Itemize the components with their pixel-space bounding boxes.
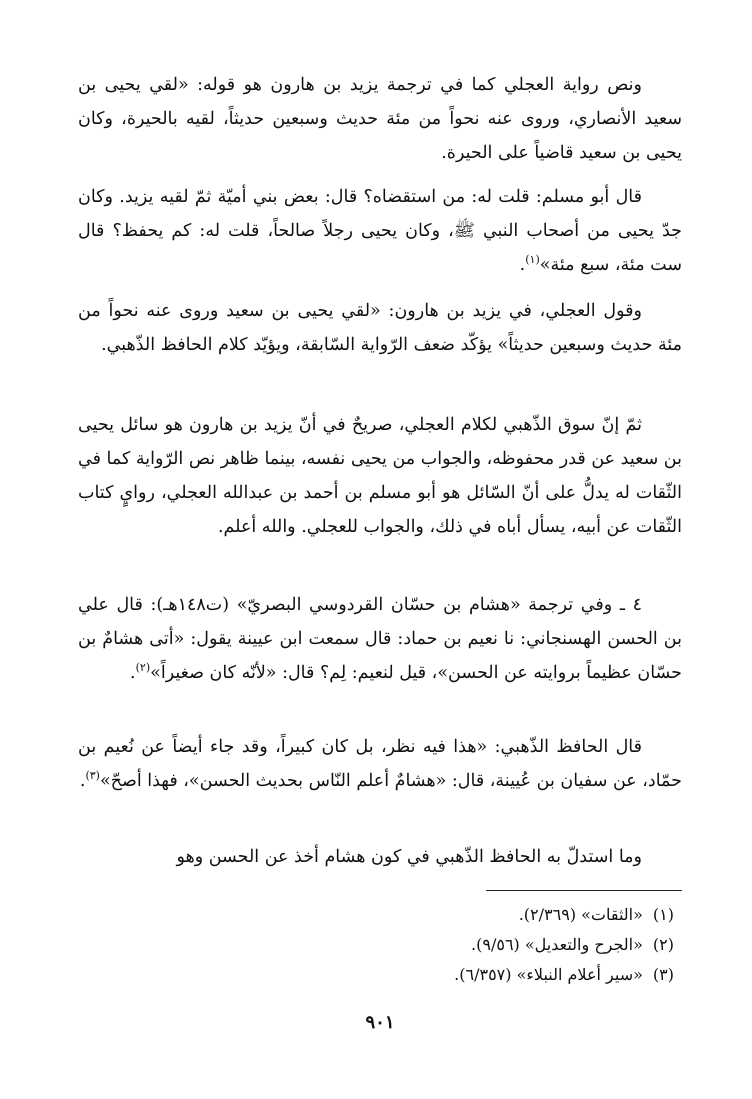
footnote-separator bbox=[486, 890, 682, 891]
paragraph-continuation bbox=[78, 840, 682, 874]
paragraph-ijli-narration bbox=[78, 68, 682, 170]
paragraph-hisham-entry: ٤ ـ وفي ترجمة «هشام بن حسّان القردوسي البصريّ» (ت١٤٨هـ): قال علي بن الحسن الهسنجاني: نا نعيم بن حماد: قال سمعت ابن عيينة يقول: «أتى هشامٌ بن حسّان عظيماً بروايته عن الحسن»، قيل لنعيم: لِم؟ قال: «لأنّه كان صغيراً»$^{(٢)}$. bbox=[78, 595, 682, 683]
page-number: ٩٠١ bbox=[365, 1012, 395, 1033]
paragraph-abu-muslim: قال أبو مسلم: قلت له: من استقضاه؟ قال: بعض بني أميّة ثمّ لقيه يزيد. وكان جدّ يحيى من أصحاب النبي ﷺ، وكان يحيى رجلاً صالحاً، قلت له: كم يحفظ؟ قال ست مئة، سبع مئة»$^{(١)}$. bbox=[78, 187, 682, 275]
paragraph-text: وما استدلّ به الحافظ الذّهبي في كون هشام أخذ عن الحسن وهو bbox=[176, 847, 642, 867]
book-page bbox=[78, 68, 682, 1048]
footnote-1 bbox=[519, 902, 674, 928]
paragraph-dhahabi-objection: قال الحافظ الذّهبي: «هذا فيه نظر، بل كان كبيراً، وقد جاء أيضاً عن نُعيم بن حمّاد، عن سفيان بن عُيينة، قال: «هشامٌ أعلم النّاس بحديث الحسن»، فهذا أصحّ»$^{(٣)}$. bbox=[78, 737, 682, 791]
footnote-text: «الثقات» (٢/٣٦٩). bbox=[518, 905, 643, 924]
paragraph-text: ٤ ـ وفي ترجمة «هشام بن حسّان القردوسي البصريّ» (ت١٤٨هـ): قال علي بن الحسن الهسنجاني: نا نعيم بن حماد: قال سمعت ابن عيينة يقول: «أتى هشامٌ بن حسّان عظيماً بروايته عن الحسن»، قيل لنعيم: لِم؟ قال: «لأنّه كان صغيراً» bbox=[78, 595, 682, 683]
footnote-ref-1[interactable]: (١) bbox=[525, 253, 540, 267]
paragraph-text: وقول العجلي، في يزيد بن هارون: «لقي يحيى بن سعيد وروى عنه نحواً من مئة حديث وسبعين حديثاً» يؤكّد ضعف الرّواية السّابقة، ويؤيّد كلام الحافظ الذّهبي. bbox=[78, 301, 682, 355]
footnote-number: (٣) bbox=[652, 965, 674, 984]
footnote-text: «سير أعلام النبلاء» (٦/٣٥٧). bbox=[454, 965, 643, 984]
footnote-3 bbox=[454, 962, 674, 988]
paragraph-text: ثمّ إنّ سوق الذّهبي لكلام العجلي، صريحٌ في أنّ يزيد بن هارون هو سائل يحيى بن سعيد عن قدر محفوظه، والجواب من يحيى نفسه، بينما ظاهر نص الرّواية كما في الثّقات له يدلُّ على أنّ السّائل هو أبو مسلم بن أحمد بن عبدالله العجلي، روايٍ كتاب الثّقات عن أبيه، يسأل أباه في ذلك، والجواب للعجلي. والله أعلم. bbox=[78, 415, 682, 537]
paragraph-text: ونص رواية العجلي كما في ترجمة يزيد بن هارون هو قوله: «لقي يحيى بن سعيد الأنصاري، وروى عنه نحواً من مئة حديث وسبعين حديثاً، لقيه بالحيرة، وكان يحيى بن سعيد قاضياً على الحيرة. bbox=[78, 75, 682, 163]
footnote-number: (٢) bbox=[652, 935, 674, 954]
paragraph-ijli-yazid bbox=[78, 294, 682, 362]
footnote-text: «الجرح والتعديل» (٩/٥٦). bbox=[471, 935, 643, 954]
paragraph-dhahabi-comment bbox=[78, 408, 682, 544]
footnote-ref-3[interactable]: (٣) bbox=[85, 769, 100, 783]
footnote-ref-2[interactable]: (٢) bbox=[135, 661, 151, 675]
footnote-2 bbox=[471, 932, 674, 958]
footnote-number: (١) bbox=[652, 905, 674, 924]
paragraph-text: قال أبو مسلم: قلت له: من استقضاه؟ قال: بعض بني أميّة ثمّ لقيه يزيد. وكان جدّ يحيى من أصحاب النبي ﷺ، وكان يحيى رجلاً صالحاً، قلت له: كم يحفظ؟ قال ست مئة، سبع مئة» bbox=[78, 187, 682, 275]
paragraph-text: قال الحافظ الذّهبي: «هذا فيه نظر، بل كان كبيراً، وقد جاء أيضاً عن نُعيم بن حمّاد، عن سفيان بن عُيينة، قال: «هشامٌ أعلم النّاس بحديث الحسن»، فهذا أصحّ» bbox=[78, 737, 682, 791]
